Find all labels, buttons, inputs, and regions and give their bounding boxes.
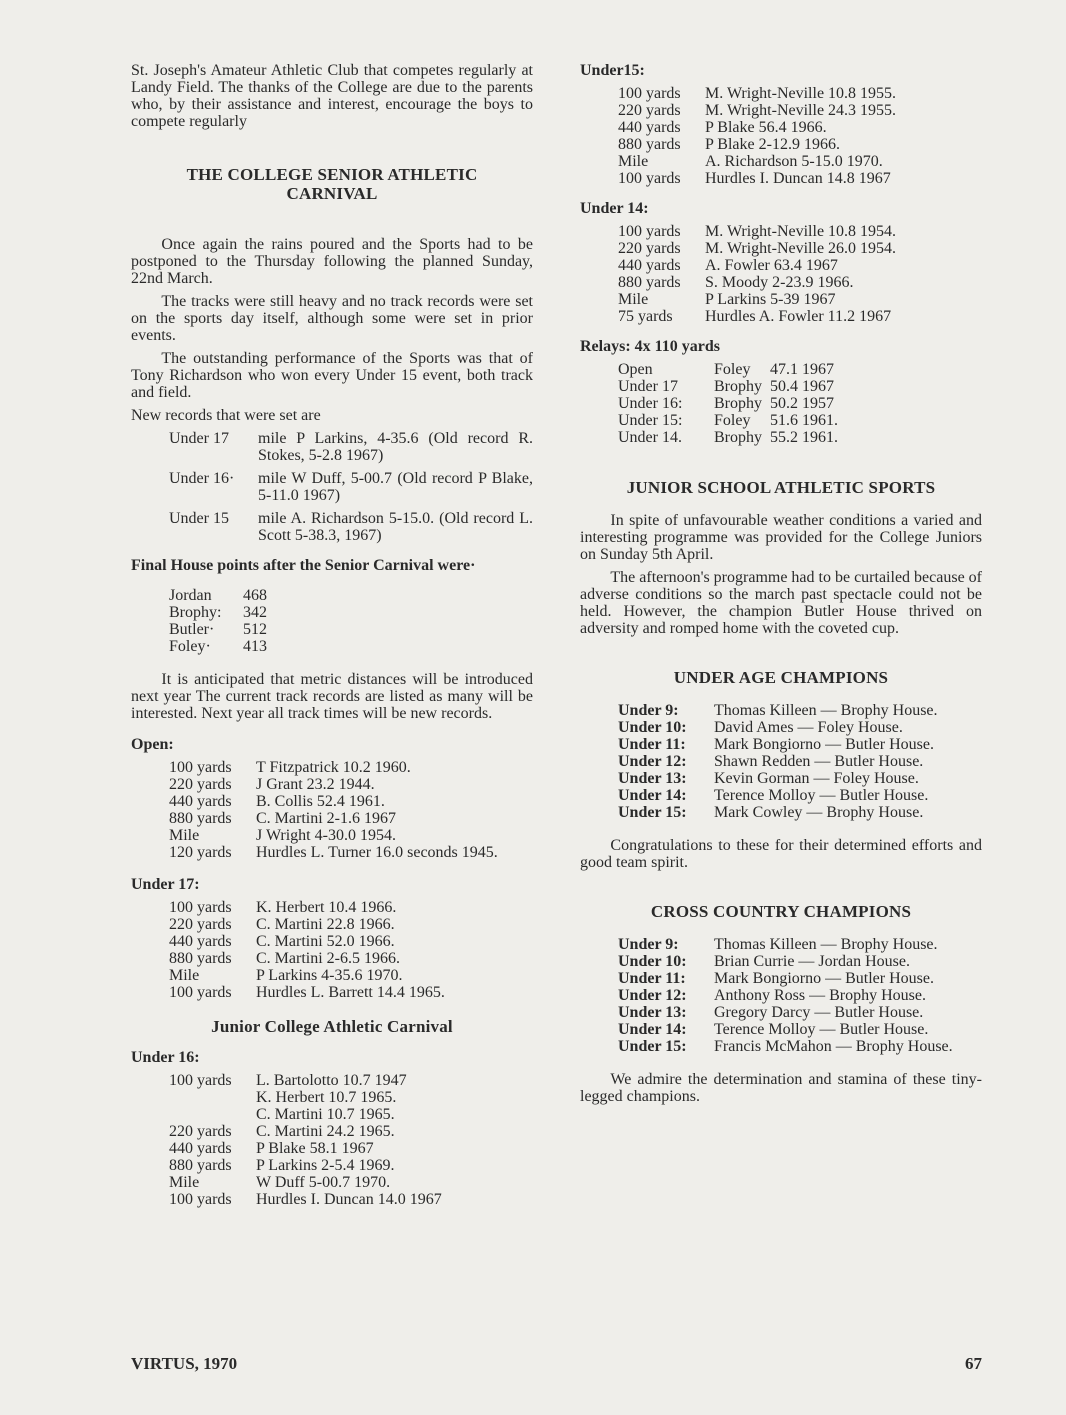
record-row: 100 yards Hurdles I. Duncan 14.8 1967: [618, 170, 891, 187]
record-row: Mile P Larkins 4-35.6 1970.: [169, 967, 403, 984]
house-points-row: Butler· 512: [169, 621, 267, 638]
champion-row: Under 14: Terence Molloy — Butler House.: [618, 1021, 929, 1038]
junior-school-heading: JUNIOR SCHOOL ATHLETIC SPORTS: [626, 478, 936, 497]
record-row: 220 yards C. Martini 24.2 1965.: [169, 1123, 395, 1140]
record-row: 100 yards K. Herbert 10.4 1966.: [169, 899, 397, 916]
record-row: 220 yards M. Wright-Neville 24.3 1955.: [618, 102, 897, 119]
record-row: 100 yards M. Wright-Neville 10.8 1954.: [618, 223, 897, 240]
record-row: 100 yards M. Wright-Neville 10.8 1955.: [618, 85, 897, 102]
record-row: 120 yards Hurdles L. Turner 16.0 seconds 1945.: [169, 844, 498, 861]
intro-paragraph: St. Joseph's Amateur Athletic Club that competes regularly at Landy Field. The thanks of the College are due to the parents who, by their assistance and interest, encourage the boys to compete regularly: [131, 62, 533, 130]
record-row: 880 yards C. Martini 2-6.5 1966.: [169, 950, 400, 967]
champion-row: Under 9: Thomas Killeen — Brophy House.: [618, 936, 938, 953]
champion-row: Under 12: Anthony Ross — Brophy House.: [618, 987, 927, 1004]
under-17-title: Under 17:: [131, 876, 200, 893]
relays-list: [580, 361, 982, 446]
champion-row: Under 10: Brian Currie — Jordan House.: [618, 953, 910, 970]
cross-country-list: [580, 936, 982, 1055]
senior-para-3: The outstanding performance of the Sports was that of Tony Richardson who won every Under 15 event, both track and field.: [131, 350, 533, 401]
record-row: 75 yards Hurdles A. Fowler 11.2 1967: [618, 308, 892, 325]
under-age-list: [580, 702, 982, 821]
champion-row: Under 9: Thomas Killeen — Brophy House.: [618, 702, 938, 719]
left-column: [131, 62, 533, 1208]
under-age-heading: UNDER AGE CHAMPIONS: [673, 668, 889, 687]
cross-country-heading: CROSS COUNTRY CHAMPIONS: [650, 902, 912, 921]
house-points-row: Brophy: 342: [169, 604, 267, 621]
record-row: 440 yards A. Fowler 63.4 1967: [618, 257, 838, 274]
relay-row: Under 16: Brophy 50.2 1957: [618, 395, 834, 412]
house-points-row: Foley· 413: [169, 638, 267, 655]
record-row: 100 yards Hurdles L. Barrett 14.4 1965.: [169, 984, 445, 1001]
senior-para-2: The tracks were still heavy and no track records were set on the sports day itself, although some were set in prior events.: [131, 293, 533, 344]
record-row: 880 yards S. Moody 2-23.9 1966.: [618, 274, 854, 291]
record-row: 880 yards C. Martini 2-1.6 1967: [169, 810, 396, 827]
under-16-list: [131, 1072, 533, 1208]
under-16-title: Under 16:: [131, 1049, 200, 1066]
champion-row: Under 15: Mark Cowley — Brophy House.: [618, 804, 924, 821]
record-row: Mile W Duff 5-00.7 1970.: [169, 1174, 391, 1191]
record-row: 100 yards Hurdles I. Duncan 14.0 1967: [169, 1191, 442, 1208]
metric-paragraph: It is anticipated that metric distances will be introduced next year The current track records are listed as many will be interested. Next year all track times will be new records.: [131, 671, 533, 722]
new-record-row: Under 17 mile P Larkins, 4-35.6 (Old record R. Stokes, 5-2.8 1967): [169, 430, 533, 464]
record-row: Mile J Wright 4-30.0 1954.: [169, 827, 396, 844]
record-row: Mile P Larkins 5-39 1967: [618, 291, 836, 308]
record-row: 220 yards M. Wright-Neville 26.0 1954.: [618, 240, 897, 257]
closing-paragraph: We admire the determination and stamina of these tiny-legged champions.: [580, 1071, 982, 1105]
record-row: 440 yards P Blake 58.1 1967: [169, 1140, 374, 1157]
champion-row: Under 11: Mark Bongiorno — Butler House.: [618, 736, 934, 753]
junior-carnival-heading: Junior College Athletic Carnival: [211, 1017, 453, 1036]
champion-row: Under 15: Francis McMahon — Brophy House.: [618, 1038, 953, 1055]
record-row: K. Herbert 10.7 1965.: [256, 1089, 397, 1106]
senior-para-1: Once again the rains poured and the Sports had to be postponed to the Thursday following the planned Sunday, 22nd March.: [131, 236, 533, 287]
record-row: 220 yards C. Martini 22.8 1966.: [169, 916, 395, 933]
congrats-paragraph: Congratulations to these for their determined efforts and good team spirit.: [580, 837, 982, 871]
under-15-title: Under15:: [580, 62, 645, 79]
junior-para-1: In spite of unfavourable weather conditions a varied and interesting programme was provided for the College Juniors on Sunday 5th April.: [580, 512, 982, 563]
page-number: 67: [965, 1354, 982, 1373]
house-points-row: Jordan 468: [169, 587, 267, 604]
champion-row: Under 13: Kevin Gorman — Foley House.: [618, 770, 919, 787]
junior-para-2: The afternoon's programme had to be curtailed because of adverse conditions so the march past spectacle could not be held. However, the champion Butler House thrived on adversity and romped home with the coveted cup.: [580, 569, 983, 637]
relay-row: Under 17 Brophy 50.4 1967: [618, 378, 834, 395]
champion-row: Under 10: David Ames — Foley House.: [618, 719, 903, 736]
relay-row: Open Foley 47.1 1967: [618, 361, 834, 378]
relay-row: Under 15: Foley 51.6 1961.: [618, 412, 838, 429]
record-row: 880 yards P Larkins 2-5.4 1969.: [169, 1157, 395, 1174]
publication-footer: VIRTUS, 1970: [131, 1354, 238, 1373]
senior-carnival-heading: THE COLLEGE SENIOR ATHLETIC CARNIVAL: [186, 165, 478, 203]
right-column: [580, 62, 982, 1105]
relays-title: Relays: 4x 110 yards: [580, 338, 720, 355]
open-records-list: [131, 759, 533, 861]
record-row: Mile A. Richardson 5-15.0 1970.: [618, 153, 883, 170]
new-record-row: Under 15 mile A. Richardson 5-15.0. (Old record L. Scott 5-38.3, 1967): [169, 510, 533, 544]
final-points-title: Final House points after the Senior Carnival were·: [131, 557, 476, 574]
champion-row: Under 12: Shawn Redden — Butler House.: [618, 753, 924, 770]
new-records-list: [131, 430, 533, 544]
under-15-list: [580, 85, 982, 187]
under-14-title: Under 14:: [580, 200, 649, 217]
record-row: 440 yards P Blake 56.4 1966.: [618, 119, 827, 136]
new-record-row: Under 16· mile W Duff, 5-00.7 (Old record P Blake, 5-11.0 1967): [169, 470, 533, 504]
record-row: 100 yards T Fitzpatrick 10.2 1960.: [169, 759, 411, 776]
record-row: 220 yards J Grant 23.2 1944.: [169, 776, 375, 793]
champion-row: Under 13: Gregory Darcy — Butler House.: [618, 1004, 924, 1021]
new-records-title: New records that were set are: [131, 407, 321, 424]
under-14-list: [580, 223, 982, 325]
record-row: 100 yards L. Bartolotto 10.7 1947: [169, 1072, 407, 1089]
record-row: 440 yards B. Collis 52.4 1961.: [169, 793, 385, 810]
house-points-list: [131, 587, 533, 655]
record-row: 880 yards P Blake 2-12.9 1966.: [618, 136, 840, 153]
champion-row: Under 14: Terence Molloy — Butler House.: [618, 787, 929, 804]
open-records-title: Open:: [131, 736, 174, 753]
record-row: 440 yards C. Martini 52.0 1966.: [169, 933, 395, 950]
record-row: C. Martini 10.7 1965.: [256, 1106, 395, 1123]
under-17-list: [131, 899, 533, 1001]
relay-row: Under 14. Brophy 55.2 1961.: [618, 429, 838, 446]
champion-row: Under 11: Mark Bongiorno — Butler House.: [618, 970, 934, 987]
